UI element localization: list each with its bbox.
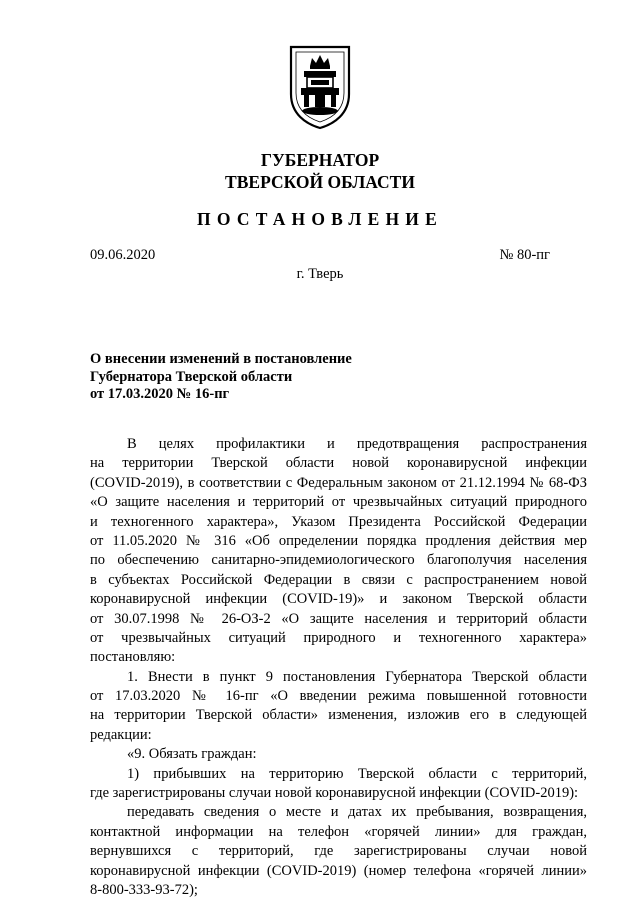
text-line: на территории Тверской области» изменения, изложив его в следующей — [90, 707, 587, 724]
paragraph-subitem-1 — [90, 765, 587, 804]
text-line: 1. Внести в пункт 9 постановления Губернатора Тверской области — [127, 668, 587, 685]
text-line: редакции: — [90, 726, 152, 743]
paragraph-item-9 — [90, 745, 587, 764]
subject-line: О внесении изменений в постановление — [90, 351, 352, 367]
document-date: 09.06.2020 — [90, 247, 156, 263]
text-line: 1) прибывших на территорию Тверской области с территорий, — [127, 765, 587, 782]
document-body — [90, 435, 587, 900]
text-line: в субъектах Российской Федерации в связи с распространением новой — [90, 571, 587, 588]
text-line: от 11.05.2020 № 316 «Об определении порядка продления действия мер — [90, 532, 587, 549]
subject-line: от 17.03.2020 № 16-пг — [90, 386, 230, 402]
text-line: В целях профилактики и предотвращения распространения — [127, 436, 587, 452]
document-type: ПОСТАНОВЛЕНИЕ — [197, 209, 443, 229]
text-line: (COVID-2019), в соответствии с Федеральным законом от 21.12.1994 № 68-ФЗ — [90, 474, 587, 491]
text-line: от чрезвычайных ситуаций природного и техногенного характера» — [90, 629, 587, 646]
text-line: постановляю: — [90, 649, 176, 666]
text-line: контактной информации на телефон «горячей линии» для граждан, — [90, 823, 587, 840]
region-title: ТВЕРСКОЙ ОБЛАСТИ — [225, 172, 415, 192]
text-line: коронавирусной инфекции (COVID-2019) (номер телефона «горячей линии» — [90, 862, 587, 879]
paragraph-hotline — [90, 803, 587, 900]
governor-title: ГУБЕРНАТОР — [260, 150, 380, 170]
text-line: передавать сведения о месте и датах их пребывания, возвращения, — [127, 804, 587, 821]
text-line: вернувшихся с территорий, где зарегистрированы случаи новой — [90, 843, 587, 860]
text-line: по обеспечению санитарно-эпидемиологического благополучия населения — [90, 552, 587, 569]
text-line: от 30.07.1998 № 26-ОЗ-2 «О защите населения и территорий области — [90, 610, 587, 627]
text-line: коронавирусной инфекции (COVID-19)» и законом Тверской области — [90, 591, 587, 608]
paragraph-item-1 — [90, 668, 587, 746]
text-line: «О защите населения и территорий от чрезвычайных ситуаций природного — [90, 494, 587, 511]
document-city: г. Тверь — [296, 266, 344, 282]
subject-line: Губернатора Тверской области — [90, 368, 293, 385]
text-line: и техногенного характера», Указом Президента Российской Федерации — [90, 513, 587, 530]
paragraph-preamble — [90, 435, 587, 668]
text-line: где зарегистрированы случаи новой коронавирусной инфекции (COVID-2019): — [90, 785, 579, 802]
text-line: 8-800-333-93-72); — [90, 881, 198, 898]
tver-coat-of-arms-icon — [288, 44, 352, 130]
document-number: № 80-пг — [499, 247, 550, 263]
text-line: от 17.03.2020 № 16-пг «О введении режима повышенной готовности — [90, 688, 587, 705]
document-subject — [90, 351, 550, 404]
text-line: «9. Обязать граждан: — [127, 746, 257, 763]
text-line: на территории Тверской области новой коронавирусной инфекции — [90, 455, 587, 472]
